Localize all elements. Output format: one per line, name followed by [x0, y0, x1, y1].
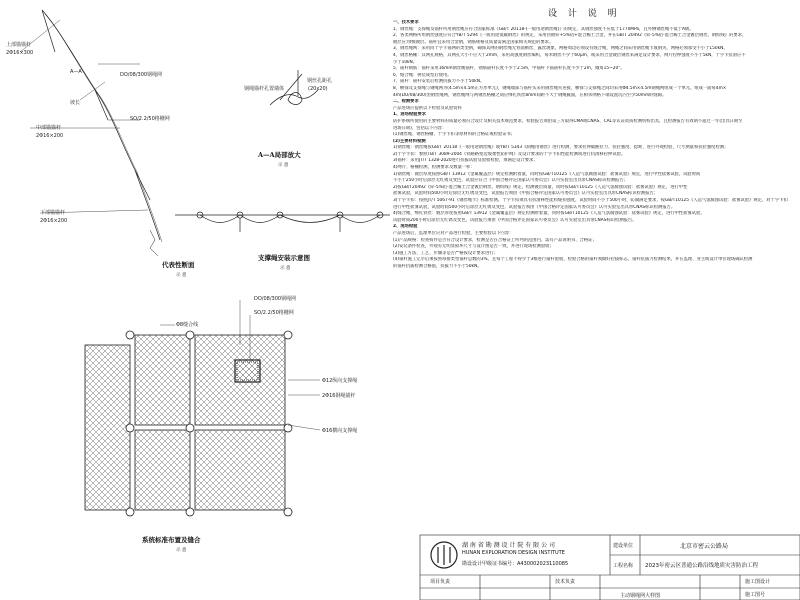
- project-label: 工程名称: [613, 563, 634, 569]
- note-line: 镀层应为Ⅰ级镀层。锚杆宜采用合金钢，钢筋规格及质量需满足国家相关规范的要求。: [393, 39, 554, 45]
- net-type-label: DO/08/300钢绳网: [120, 72, 163, 78]
- support-rope-sketch: [175, 212, 390, 232]
- note-line: 的锚杆抗拔检测合格值，抗拔力不小于50kN。: [393, 263, 482, 269]
- low-anchor-label: 下部锚锚杆: [40, 210, 66, 216]
- note-line: 不小于250小时后涂层无红锈及变色，试验应符合《中国合格评定国家认可委员会》认可实验室出具带CNAS标识检测报告；: [393, 178, 628, 184]
- note-line: 1)钢丝绳：镀层厚度按照GB/T 13912《金属覆盖层》规定检测附着量，同时按GB/T10125《人造气氛腐蚀试验：盐雾试验》规定，进行中性盐雾试验，试验时间: [393, 171, 701, 177]
- top-anchor-label: 上部锚锚杆: [6, 42, 32, 48]
- sheet-no-label: 施工图号: [745, 592, 766, 598]
- note-line: 进行中性盐雾试验，试验时间500小时后涂层无红锈及变色，试验报告须由《中国合格评定国家认可委员会》认可实验室出具带CNAS标识检测报告。: [393, 204, 676, 210]
- note-line: 4)网片、格栅检测，检测要求及数量一样：: [393, 165, 475, 171]
- org-name-en: HUNAN EXPLORATION DESIGN INSTITUTE: [462, 550, 565, 556]
- top-anchor-spec: 2Φ16×300: [6, 50, 34, 56]
- plan-net-label: DO/08/300钢绳网: [254, 296, 297, 302]
- note-line: 8、横撑及支撑绳与钢绳网为(4.5m×4.5m正方形单元)，钢绳端部与锚杆头采用钢丝绳夹连接，横撑与支撑绳之间均采用Φ4.5m×4.5m钢绳网组成一个单元。组成一面每4m×: [393, 85, 727, 91]
- note-line: (2)主要材料检测: [393, 138, 426, 144]
- note-line: 1)钢丝绳：钢丝绳按GB/T 20118《一般用途钢丝绳》或YB/T 5343《制绳用钢丝》进行检测，要求拉伸破断拉力、抗拉强度、捻距、进行外观检验，尺寸测量和抗拉强度检测；: [393, 145, 729, 151]
- plan-rope-anchor-label: 2Φ16钢绳锚杆: [322, 393, 356, 399]
- note-line: 2)十字卡扣：参照TB/T 3089-2004《铁路路堑边坡柔性防护网》及设计要求的十字卡扣性能检测项进行抗滑移拉伸试验。: [393, 151, 626, 157]
- project-value: 2023年密云区普通公路沿线地质灾害防治工程: [645, 563, 758, 569]
- detail-anchor-label: 钢绳锚杆孔置墙体: [244, 86, 285, 92]
- note-line: 1、进场检验要求: [393, 112, 427, 118]
- note-line: 盐雾试验，试验时间500小时后涂层无红锈及变色，试验报告须由《中国合格评定国家认可委员会》认可实验室出具带CNAS标识检测报告；: [393, 191, 658, 197]
- note-line: 3)十字卡扣：按照JT/T 5067-91《钢丝绳卡》标准检测。十字卡扣须具有抗滑移性能和缝扣强度，试验时间不小于500小时，防腐满足要求，按GB/T10125《人造气氛腐蚀试验：盐雾试验》规定，对十字卡扣: [393, 198, 788, 204]
- mid-anchor-spec: 2Φ16×200: [36, 133, 64, 139]
- plan-layout: [85, 300, 320, 516]
- note-line: 4、钢丝格栅：其网孔规格，其网孔大小不应大于2mm，采用高强度钢丝编织，每米钢丝不少于60μm，或采用合金镀层钢丝来满足设计要求，网片拉伸强度不小于5kN，十字卡抗滑应不: [393, 52, 746, 58]
- note-line: (4)锚杆施工完毕后须按照每排类型锚杆总数的3%，且每个工程不得少于3根进行锚杆验收，检验合格的锚杆须做好拉拔标志，锚杆抗拔力检测结果，并在监理、业主或设计单位现场确认检测: [393, 257, 753, 263]
- lead-label: 项目负责: [430, 579, 451, 585]
- support-scale: 示 意: [280, 266, 291, 271]
- detail-scale: 示 意: [278, 163, 289, 168]
- detail-caption: A—A局部放大: [258, 151, 301, 159]
- plan-grille-label: SO/2.2/50格栅网: [254, 310, 294, 316]
- plan-cross-rope-label: Φ12纵向支撑绳: [322, 378, 358, 384]
- tech-lead-label: 技术负责: [555, 579, 576, 585]
- note-line: (1)钢丝绳、钢丝格栅、十字卡扣等原材料的合格证或检验证书；: [393, 132, 516, 138]
- builder-label: 建设单位: [613, 543, 634, 549]
- plan-scale: 示 意: [176, 548, 187, 553]
- design-stage: 施工图设计: [745, 579, 771, 585]
- note-line: 5、锚杆钢筋：锚杆采用16mm钢丝绳锚杆，钢筋锚杆长度不少于2.5m，中锚杆下锚锚杆长度不少于2m，倾角15~20°。: [393, 66, 625, 72]
- note-line: 7、锚杆：锚杆安装后检测抗拔力不小于50kN。: [393, 79, 485, 85]
- note-line: 6、缝合绳：拼装成型后使用。: [393, 72, 452, 78]
- note-line: 一、技术要求: [393, 20, 419, 25]
- note-line: (1)产品规格：检查构件是否符合设计要求，检测是否在合格证上所列的范围内，需有产品说明书、合格证；: [393, 237, 597, 243]
- slope-dim: 坡长: [70, 100, 81, 106]
- grille-label: SO/2.2/50格栅网: [130, 116, 170, 122]
- plan-seam-label: Φ8缝合线: [176, 322, 199, 328]
- note-line: 2)按GB/T20492《锌-5%铝-混合稀土合金镀层钢丝、钢绞线》规定，检测镀层质量，同时按GB/T10125《人造气氛腐蚀试验：盐雾试验》规定，进行中性: [393, 184, 688, 190]
- section-scale: 示 意: [176, 273, 187, 278]
- low-anchor-spec: 2Φ16×200: [40, 218, 68, 224]
- org-name: 湖 南 省 勘 测 设 计 院 有 限 公 司: [462, 542, 555, 549]
- note-line: (3)施工方法、工艺、步骤等是否严格按设计要求进行；: [393, 250, 498, 256]
- org-cert: 勘设设计甲级证书编号：A430002023110085: [462, 561, 569, 567]
- note-line: 产品进场后，监理单位应对产品进行检验，主要检验以下内容：: [393, 231, 514, 236]
- note-line: (2)安装条件检查，外观有无明显损坏尺寸与设计图是否一致，并进行现场检测验收；: [393, 244, 554, 250]
- detail-hole-size: (20x20): [308, 86, 328, 92]
- note-line: 试验时间200小时后涂层无红锈及变色，试验报告须由《中国合格评定国家认可委员会》认可实验室出具带CNAS标识检测报告。: [393, 217, 637, 223]
- section-mark: A—A: [70, 69, 82, 75]
- note-line: 3、钢丝绳网：采用同十字卡锚网的类型钢，确保其网的钢丝绳无背面断丝、露丝现象，网格周边必须设有缝合绳，网绳之间采用钢丝绳卡或钢夹，网格必须承受不小于150kN。: [393, 46, 728, 52]
- note-line: 小于10kN。: [393, 59, 418, 65]
- note-line: 2、现场检验: [393, 224, 418, 230]
- detail-hole-label: 钢丝孔距孔: [307, 78, 333, 84]
- support-caption: 支撑绳安装示意图: [258, 254, 310, 262]
- note-line: 产品进场应提供以下检验及试验资料: [393, 105, 462, 111]
- mid-anchor-label: 中部锚锚杆: [36, 125, 62, 131]
- note-line: 进场日期)，包括以下内容：: [393, 125, 447, 131]
- section-caption: 代表性断面: [162, 261, 195, 269]
- plan-caption: 系统标准布置及缝合: [142, 536, 201, 544]
- notes-title: 设 计 说 明: [548, 9, 621, 19]
- note-line: 4m(DO/08/300)型钢丝绳网，钢丝绳网与两钢丝格栅之间应绑扎铁丝8mm间距不大于钢绳截面，在相邻网格下端设置坑内至少50mm的缝隙。: [393, 92, 667, 98]
- plan-vertical-rope-label: Φ16横向支撑绳: [322, 428, 358, 434]
- note-line: 3)锚杆：采用JT/T 1328-2020进行抗拔试验及验收检验，须满足设计要求；: [393, 158, 538, 164]
- builder-value: 北京市密云公路局: [680, 543, 729, 550]
- drawing-name: 主动钢绳网大样图: [620, 593, 661, 599]
- note-line: 2、各类网格所用钢丝强度应符合YB/T 5294《一般用途低碳钢丝》的规定，采用热镀锌+5%铝+混合稀土合金，并在GB/T 20492《锌-5%铝-混合稀土合金镀层钢丝、钢绞线》的要求，: [393, 33, 747, 39]
- note-line: 防护系统所使用的主要材料的质量必须符合设计及相关技术规范要求，检验报告须由第三方取得CMA或CNAS、CAL等认证资质检测机构出具，且检测报告有效期不超过一年(出具日期至: [393, 118, 743, 124]
- note-line: 1、钢丝绳：支撑绳及锚杆所用钢丝绳应符合国家标准《GB/T 20118-(一般用途钢丝绳)》的规定，其钢丝强度不应低于1770MPa，且外侧钢丝绳不低于A级。: [393, 26, 694, 32]
- note-line: 4)缝合绳、绑扎铁丝：镀层厚度按照GB/T 13912《金属覆盖层》规定检测附着量，同时按GB/T10125《人造气氛腐蚀试验：盐雾试验》规定，进行中性盐雾试验，: [393, 211, 705, 217]
- design-notes: [393, 20, 795, 271]
- note-line: 二、检测要求: [393, 99, 419, 105]
